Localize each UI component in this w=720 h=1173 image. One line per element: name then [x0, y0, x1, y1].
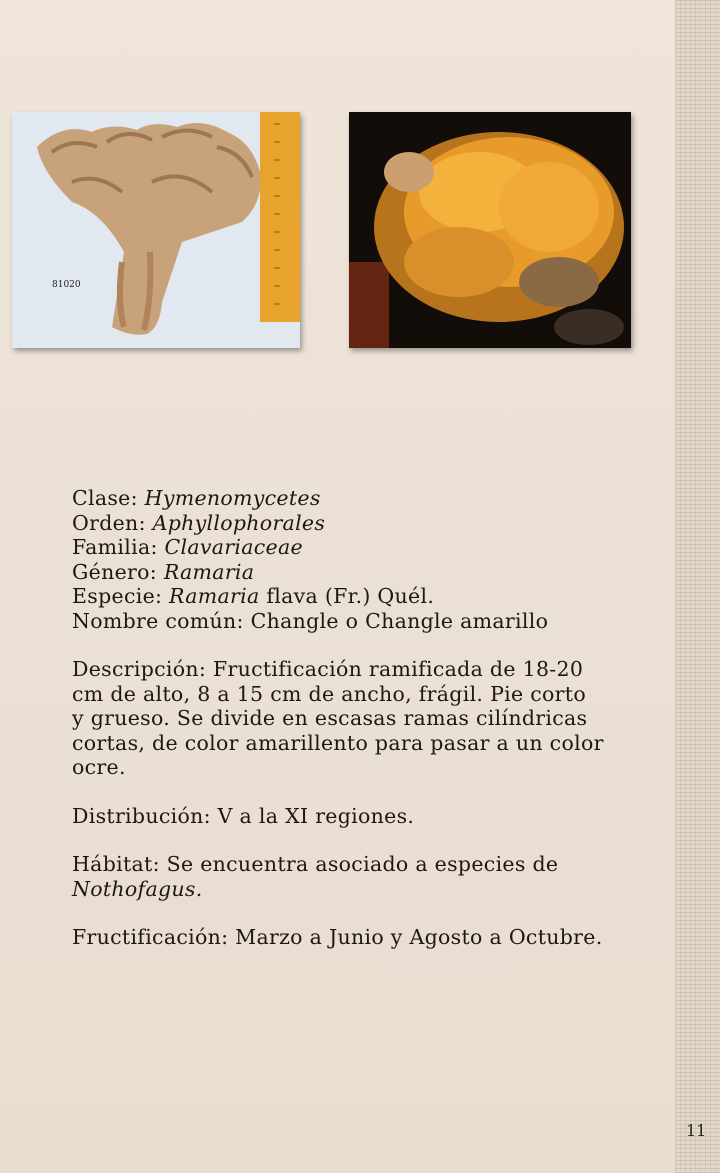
field-photo [349, 112, 631, 348]
nombre-comun-line [72, 609, 620, 634]
familia-line [72, 535, 620, 560]
habitat-genus: Nothofagus. [72, 876, 203, 901]
descripcion-line: ocre. [72, 755, 126, 779]
especie-genus: Ramaria [169, 584, 260, 608]
orden-line [72, 511, 620, 536]
especie-line [72, 584, 620, 609]
especie-rest: flava (Fr.) Quél. [266, 584, 435, 608]
nombre-comun-label: Nombre común: [72, 608, 244, 633]
species-description [72, 486, 620, 950]
genero-label: Género: [72, 559, 157, 584]
especie-label: Especie: [72, 584, 163, 608]
familia-value: Clavariaceae [164, 535, 303, 559]
descripcion-line: Descripción: Fructificación ramificada de 18-20 [72, 657, 584, 681]
orden-label: Orden: [72, 510, 146, 535]
genero-line [72, 560, 620, 585]
genero-value: Ramaria [163, 559, 255, 584]
distribucion-paragraph: Distribución: V a la XI regiones. [72, 803, 415, 828]
habitat-line: Hábitat: Se encuentra asociado a especies de [72, 852, 559, 876]
orden-value: Aphyllophorales [152, 510, 326, 535]
descripcion-paragraph [72, 657, 620, 780]
specimen-number-label: 81020 [52, 280, 81, 290]
specimen-photo [12, 112, 300, 348]
page-number: 11 [686, 1121, 707, 1140]
habitat-paragraph [72, 852, 620, 901]
descripcion-line: y grueso. Se divide en escasas ramas cilíndricas [72, 706, 588, 730]
familia-label: Familia: [72, 535, 158, 559]
nombre-comun-value: Changle o Changle amarillo [250, 608, 549, 633]
descripcion-line: cm de alto, 8 a 15 cm de ancho, frágil. Pie corto [72, 681, 586, 706]
clase-value: Hymenomycetes [144, 486, 321, 510]
habitat-genus-line [72, 877, 620, 902]
fructificacion-paragraph: Fructificación: Marzo a Junio y Agosto a Octubre. [72, 925, 603, 949]
descripcion-line: cortas, de color amarillento para pasar a un color [72, 730, 604, 755]
clase-label: Clase: [72, 486, 138, 510]
clase-line [72, 486, 620, 511]
page-edge-texture [675, 0, 720, 1173]
